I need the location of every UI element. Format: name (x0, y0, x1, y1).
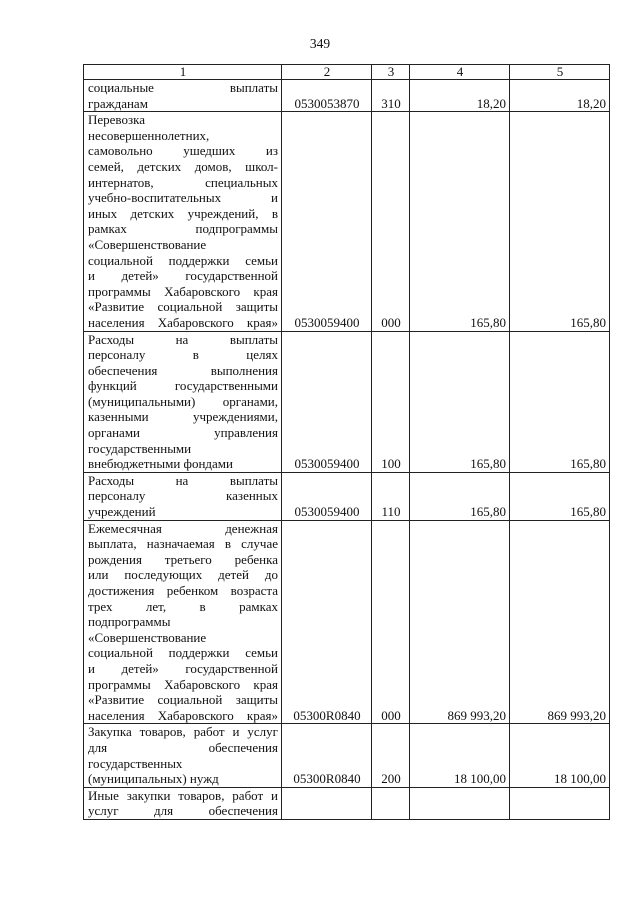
header-cell-1: 1 (84, 65, 282, 80)
description-cell (84, 472, 282, 520)
description-line: Расходы на выплаты (88, 331, 278, 347)
description-line: населения Хабаровского края» (88, 707, 278, 723)
amount-cell-1: 165,80 (410, 331, 510, 472)
description-line: подпрограммы (88, 614, 171, 630)
description-line: учреждений (88, 504, 156, 520)
expense-type-cell: 200 (372, 724, 410, 787)
description-line: «Совершенствование (88, 629, 207, 645)
description-cell (84, 520, 282, 724)
description-line: несовершеннолетних, (88, 127, 210, 143)
amount-cell-1: 165,80 (410, 472, 510, 520)
description-cell (84, 331, 282, 472)
description-line: функций государственными (88, 378, 278, 394)
amount-cell-2: 165,80 (510, 472, 610, 520)
expense-type-cell: 110 (372, 472, 410, 520)
table-row (84, 331, 610, 472)
description-cell (84, 787, 282, 819)
description-line: персоналу казенных (88, 488, 278, 504)
description-line: Закупка товаров, работ и услуг (88, 724, 278, 740)
table-row (84, 787, 610, 819)
expense-type-cell: 000 (372, 112, 410, 331)
description-line: для обеспечения (88, 739, 278, 755)
code-cell: 0530059400 (282, 472, 372, 520)
description-line: «Совершенствование (88, 236, 207, 252)
table-row (84, 472, 610, 520)
description-line: населения Хабаровского края» (88, 314, 278, 330)
description-line: выплата, назначаемая в случае (88, 536, 278, 552)
description-line: учебно-воспитательных и (88, 190, 278, 206)
amount-cell-1: 18,20 (410, 80, 510, 112)
header-cell-5: 5 (510, 65, 610, 80)
description-line: и детей» государственной (88, 660, 278, 676)
description-line: трех лет, в рамках (88, 598, 278, 614)
description-line: гражданам (88, 95, 148, 111)
amount-cell-2: 869 993,20 (510, 520, 610, 724)
description-line: программы Хабаровского края (88, 676, 278, 692)
code-cell (282, 787, 372, 819)
description-line: Перевозка (88, 112, 146, 128)
header-cell-2: 2 (282, 65, 372, 80)
code-cell: 0530059400 (282, 112, 372, 331)
amount-cell-2: 18,20 (510, 80, 610, 112)
code-cell: 05300R0840 (282, 520, 372, 724)
code-cell: 0530053870 (282, 80, 372, 112)
table-row (84, 112, 610, 331)
code-cell: 05300R0840 (282, 724, 372, 787)
table-row (84, 724, 610, 787)
description-cell (84, 80, 282, 112)
expense-type-cell: 310 (372, 80, 410, 112)
amount-cell-2: 18 100,00 (510, 724, 610, 787)
table-row (84, 520, 610, 724)
description-line: обеспечения выполнения (88, 362, 278, 378)
description-line: (муниципальных) нужд (88, 771, 219, 787)
description-line: (муниципальными) органами, (88, 393, 278, 409)
amount-cell-2: 165,80 (510, 112, 610, 331)
description-cell (84, 724, 282, 787)
description-line: интернатов, специальных (88, 174, 278, 190)
amount-cell-2 (510, 787, 610, 819)
amount-cell-1 (410, 787, 510, 819)
amount-cell-1: 165,80 (410, 112, 510, 331)
description-line: государственных (88, 755, 183, 771)
description-line: государственными (88, 440, 192, 456)
description-line: социальные выплаты (88, 80, 278, 95)
expense-type-cell: 000 (372, 520, 410, 724)
page-number: 349 (309, 36, 331, 51)
description-line: самовольно ушедших из (88, 143, 278, 159)
table-row (84, 80, 610, 112)
expense-type-cell: 100 (372, 331, 410, 472)
description-line: и детей» государственной (88, 268, 278, 284)
description-line: «Развитие социальной защиты (88, 692, 278, 708)
description-line: рождения третьего ребенка (88, 551, 278, 567)
description-line: или последующих детей до (88, 567, 278, 583)
description-line: органами управления (88, 425, 278, 441)
description-line: достижения ребенком возраста (88, 583, 278, 598)
table-header-row (84, 65, 610, 80)
header-cell-3: 3 (372, 65, 410, 80)
description-line: программы Хабаровского края (88, 283, 278, 299)
description-line: семей, детских домов, школ- (88, 158, 278, 174)
description-line: Иные закупки товаров, работ и (88, 787, 278, 803)
header-cell-4: 4 (410, 65, 510, 80)
budget-table (83, 64, 610, 820)
expense-type-cell (372, 787, 410, 819)
description-line: услуг для обеспечения (88, 803, 278, 819)
description-cell (84, 112, 282, 331)
amount-cell-1: 869 993,20 (410, 520, 510, 724)
code-cell: 0530059400 (282, 331, 372, 472)
description-line: социальной поддержки семьи (88, 252, 278, 268)
description-line: рамках подпрограммы (88, 221, 278, 237)
description-line: внебюджетными фондами (88, 456, 233, 472)
description-line: социальной поддержки семьи (88, 645, 278, 661)
amount-cell-2: 165,80 (510, 331, 610, 472)
budget-table-body (84, 65, 610, 820)
description-line: иных детских учреждений, в (88, 205, 278, 221)
amount-cell-1: 18 100,00 (410, 724, 510, 787)
description-line: «Развитие социальной защиты (88, 299, 278, 315)
description-line: Расходы на выплаты (88, 472, 278, 488)
description-line: Ежемесячная денежная (88, 520, 278, 536)
description-line: персоналу в целях (88, 347, 278, 363)
description-line: казенными учреждениями, (88, 409, 278, 425)
